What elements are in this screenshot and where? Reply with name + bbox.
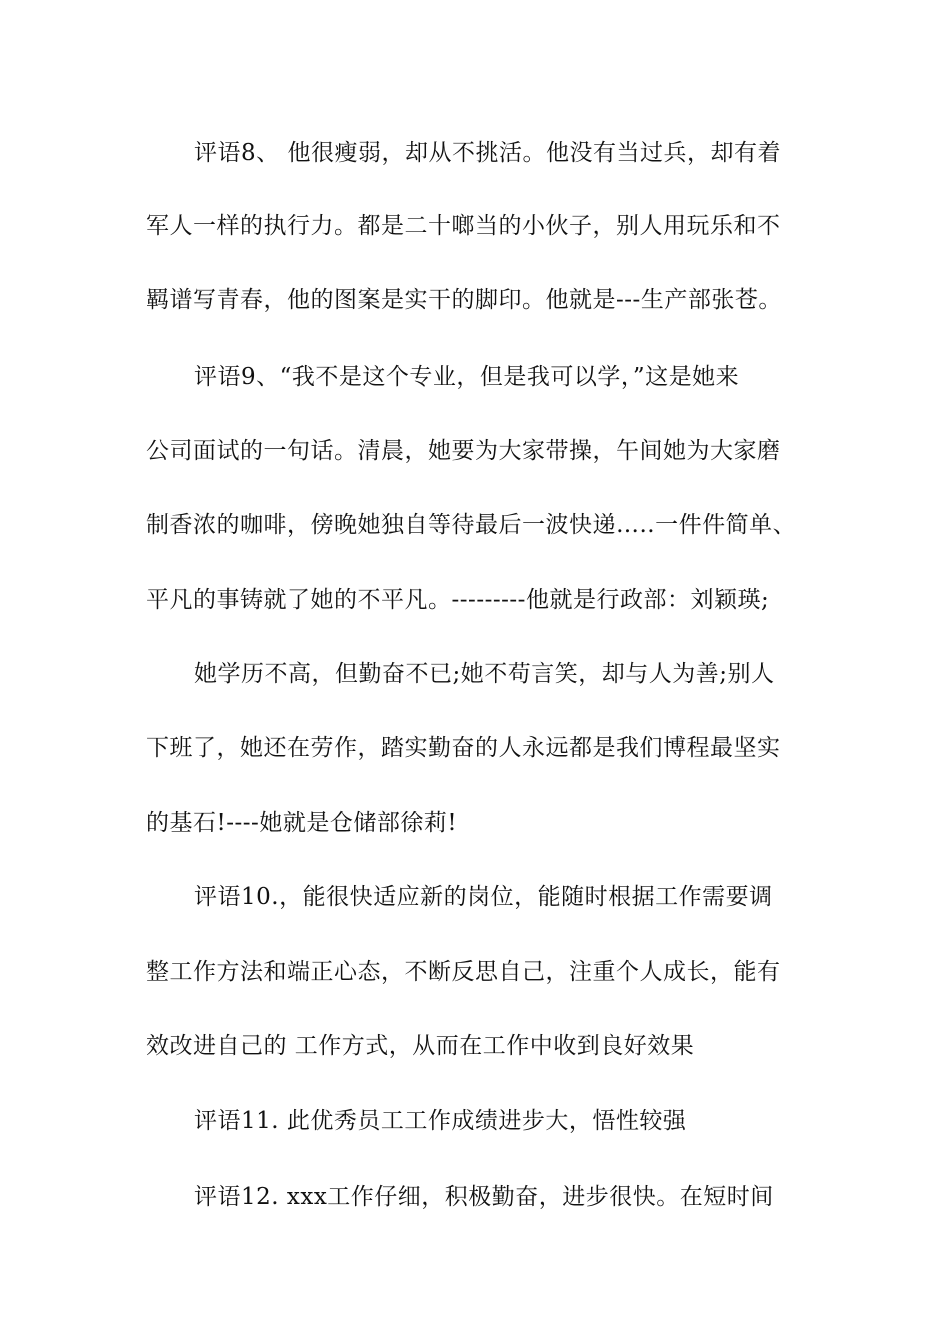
text-line: 军人一样的执行力。都是二十啷当的小伙子，别人用玩乐和不 [146,213,781,239]
text-line: 平凡的事铸就了她的不平凡。---------他就是行政部：刘颖瑛; [146,587,770,613]
text-line: 她学历不高，但勤奋不已;她不苟言笑，却与人为善;别人 [194,661,775,687]
text-line: 羁谱写青春，他的图案是实干的脚印。他就是---生产部张苍。 [146,287,782,313]
text-line: 评语8、 他很瘦弱，却从不挑活。他没有当过兵，却有着 [194,140,781,166]
text-line: 下班了，她还在劳作，踏实勤奋的人永远都是我们博程最坚实 [146,735,781,761]
text-line: 公司面试的一句话。清晨，她要为大家带操，午间她为大家磨 [146,438,781,464]
text-line: 评语12. xxx工作仔细，积极勤奋，进步很快。在短时间 [194,1184,774,1210]
text-line: 评语9、“我不是这个专业，但是我可以学，”这是她来 [194,364,740,390]
text-line: 制香浓的咖啡，傍晚她独自等待最后一波快递…..一件件简单、 [146,512,797,538]
text-line: 评语11. 此优秀员工工作成绩进步大，悟性较强 [194,1108,687,1134]
text-line: 评语10.，能很快适应新的岗位，能随时根据工作需要调 [194,884,773,910]
text-line: 效改进自己的 工作方式，从而在工作中收到良好效果 [146,1033,695,1059]
text-line: 的基石!----她就是仓储部徐莉! [146,810,458,836]
text-line: 整工作方法和端正心态，不断反思自己，注重个人成长，能有 [146,959,781,985]
